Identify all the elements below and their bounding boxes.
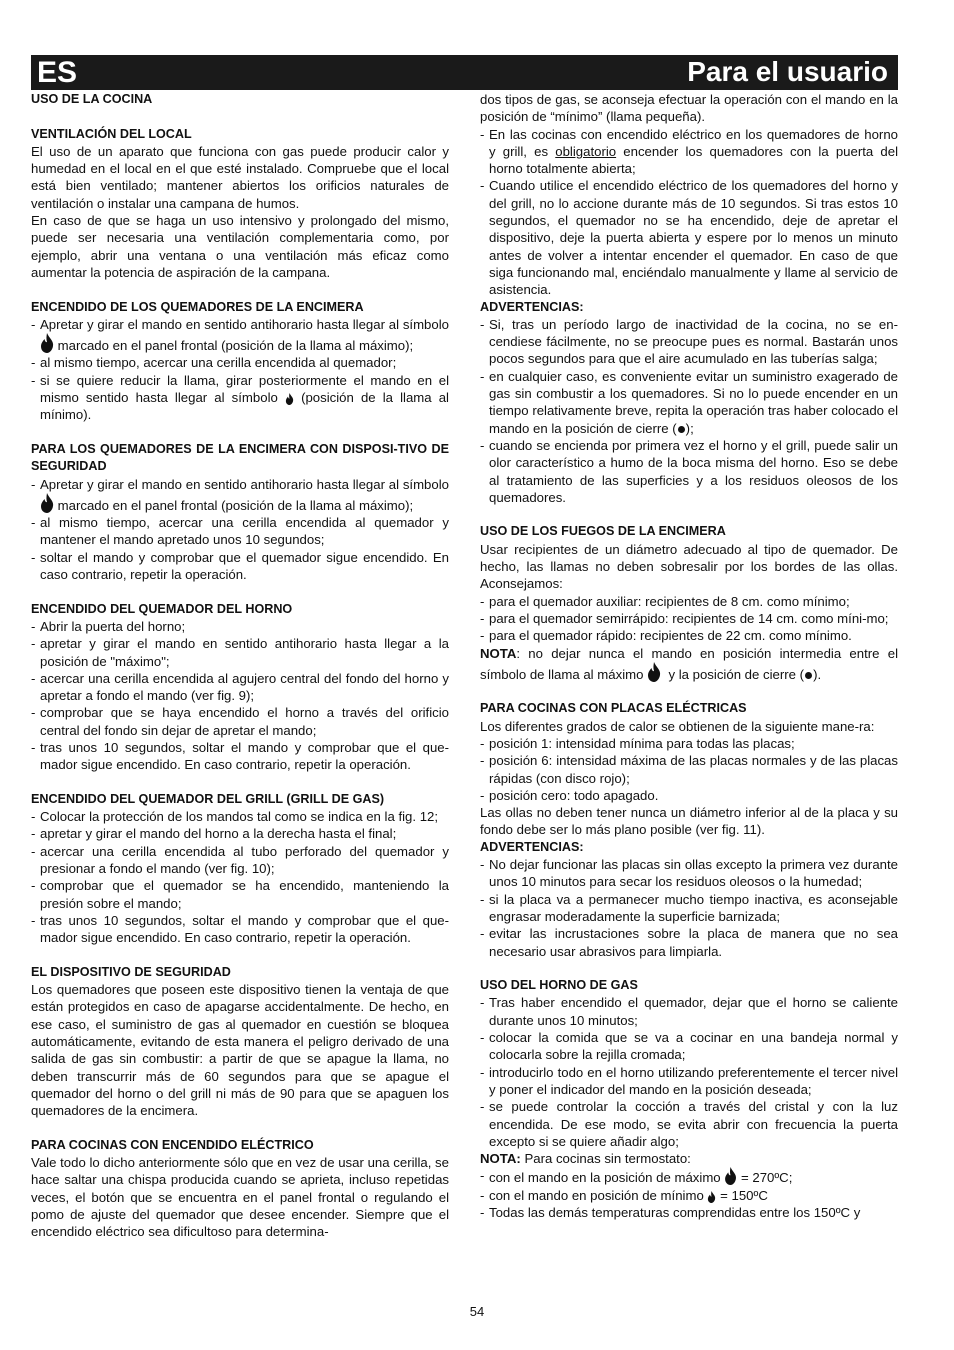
list-item: - comprobar que el quemador se ha encendido, manteniendo la presión sobre el mando; xyxy=(31,877,449,912)
nota-paragraph: NOTA: no dejar nunca el mando en posición intermedia entre el símbolo de llama al máximo y la posición de cierre ( ). xyxy=(480,645,898,682)
flame-min-icon xyxy=(285,393,294,405)
list-item: - evitar las incrustaciones sobre la placa de manera que no sea necesario usar abrasivos para limpiarla. xyxy=(480,925,898,960)
list-item: - al mismo tiempo, acercar una cerilla encendida al quemador y mantener el mando apretado unos 10 segundos; xyxy=(31,514,449,549)
paragraph: Vale todo lo dicho anteriormente sólo que en vez de usar una cerilla, se hace saltar una chispa producida cuando se aprieta, incluso repetidas veces, el botón que se encuentra en el panel frontal o regulando el pomo de ajuste del quemador que desee encender. Siempre que el encendido eléctrico sea dificultoso para determina- xyxy=(31,1155,449,1240)
page-number: 54 xyxy=(469,1304,485,1319)
list-item: - colocar la comida que se va a cocinar en una bandeja normal y colocarla sobre la rejilla cromada; xyxy=(480,1029,898,1064)
list-item: - apretar y girar el mando del horno a la derecha hasta el final; xyxy=(31,825,449,842)
list-item: - En las cocinas con encendido eléctrico en los quemadores de horno y grill, es obligatorio encender los quemadores con la puerta del horno totalmente abierta; xyxy=(480,126,898,178)
list-item: - cuando se encienda por primera vez el horno y el grill, puede salir un olor característico a humo de la boca misma del horno. Eso se debe al tratamiento de las superficies y a los residuos oleosos de los quemadores. xyxy=(480,437,898,506)
list-item: - Cuando utilice el encendido eléctrico de los quemadores del horno y del grill, no lo accione durante más de 10 segundos. Si tras estos 10 segundos, el quemador no se ha encendido, deje de apretar el dispositivo, deje la puerta abierta y espere por lo menos un minuto antes de volver a intentar encender el quemador. En caso de que siga funcionando mal, enciéndalo manualmente y llame al servicio de asistencia. xyxy=(480,177,898,298)
list-item: - si se quiere reducir la llama, girar posteriormente el mando en el mismo sentido hasta llegar al símbolo (posición de la llama al mínimo). xyxy=(31,372,449,424)
paragraph: El uso de un aparato que funciona con gas puede producir calor y humedad en el local en el que esté instalado. Compruebe que el local está bien ventilado; mantener abiertos los orificios naturales de ventilación o instalar una campana de humos. xyxy=(31,143,449,211)
heading-advertencias: ADVERTENCIAS: xyxy=(480,839,584,854)
list-item: - para el quemador rápido: recipientes de 22 cm. como mínimo. xyxy=(480,627,898,644)
list-item: - soltar el mando y comprobar que el quemador sigue encendido. En caso contrario, repetir la operación. xyxy=(31,549,449,584)
list-item: - posición cero: todo apagado. xyxy=(480,787,898,804)
list-item: - apretar y girar el mando en sentido antihorario hasta llegar a la posición de "máximo"; xyxy=(31,635,449,670)
list xyxy=(480,126,898,299)
closed-position-dot-icon xyxy=(805,672,812,679)
flame-max-icon xyxy=(40,333,54,353)
language-tag: ES xyxy=(37,56,78,89)
heading-placas: PARA COCINAS CON PLACAS ELÉCTRICAS xyxy=(480,701,747,716)
paragraph: Usar recipientes de un diámetro adecuado al tipo de quemador. De hecho, las llamas no deben sobresalir por los bordes de las ollas. Aconsejamos: xyxy=(480,541,898,592)
list-item: - Apretar y girar el mando en sentido antihorario hasta llegar al símbolo marcado en el panel frontal (posición de la llama al máximo); xyxy=(31,316,449,355)
right-column xyxy=(480,91,898,1221)
heading-uso-cocina: USO DE LA COCINA xyxy=(31,92,153,106)
heading-grill: ENCENDIDO DEL QUEMADOR DEL GRILL (GRILL DE GAS) xyxy=(31,791,385,806)
list-item: - Tras haber encendido el quemador, dejar que el horno se caliente durante unos 10 minutos; xyxy=(480,994,898,1029)
page-title: Para el usuario xyxy=(687,56,888,87)
list-item: - acercar una cerilla encendida al tubo perforado del quemador y presionar a fondo el mando (ver fig. 10); xyxy=(31,843,449,878)
heading-horno: ENCENDIDO DEL QUEMADOR DEL HORNO xyxy=(31,601,293,616)
list-item: - se puede controlar la cocción a través del cristal y con la luz encendida. De ese modo, se evita abrir con frecuencia la puerta excepto si se quiere añadir algo; xyxy=(480,1098,898,1150)
heading-encendido-electrico: PARA COCINAS CON ENCENDIDO ELÉCTRICO xyxy=(31,1137,314,1152)
heading-horno-gas: USO DEL HORNO DE GAS xyxy=(480,978,638,993)
list xyxy=(480,856,898,960)
paragraph: Los diferentes grados de calor se obtienen de la siguiente mane-ra: xyxy=(480,718,875,734)
list-item: - Apretar y girar el mando en sentido antihorario hasta llegar al símbolo marcado en el panel frontal (posición de la llama al máximo); xyxy=(31,476,449,515)
list-item: - al mismo tiempo, acercar una cerilla encendida al quemador; xyxy=(31,354,449,371)
left-column xyxy=(31,91,449,1241)
list-item: - Si, tras un período largo de inactividad de la cocina, no se en-cendiese fácilmente, no se preocupe pues es normal. Bastarán unos pocos segundos para que el aire acumulado en las tuberías salga; xyxy=(480,316,898,368)
list xyxy=(31,476,449,584)
list-item: - posición 6: intensidad máxima de las placas normales y de las placas rápidas (con disco rojo); xyxy=(480,752,898,787)
list xyxy=(480,593,898,645)
flame-max-icon xyxy=(40,493,54,513)
list-item: - con el mando en la posición de máximo = 270ºC; xyxy=(480,1167,898,1186)
flame-min-icon xyxy=(707,1191,716,1203)
paragraph: En caso de que se haga un uso intensivo y prolongado del mismo, puede ser necesaria una ventilación complementaria como, por ejemplo, abrir una ventana o una ventilación más eficaz como aumentar la potencia de aspiración de la campana. xyxy=(31,213,449,280)
list-item: - Todas las demás temperaturas comprendidas entre los 150ºC y xyxy=(480,1204,898,1221)
nota-paragraph: NOTA: Para cocinas sin termostato: xyxy=(480,1151,691,1167)
list-item: - para el quemador semirrápido: recipientes de 14 cm. como míni-mo; xyxy=(480,610,898,627)
list-item: - introducirlo todo en el horno utilizando preferentemente el tercer nivel y poner el indicador del mando en la posición deseada; xyxy=(480,1064,898,1099)
paragraph: Los quemadores que poseen este dispositivo tienen la ventaja de que están protegidos en caso de apagarse accidentalmente. De hecho, en ese caso, el suministro de gas al quemador en cuestión se bloquea automáticamente, evitando de esta manera el peligro derivado de una salida de gas sin combustir: a partir de que se apague la llama, no deben transcurrir más de 60 segundos para que se apague el quemador del horno o del grill ni más de 90 para que se apaguen los quemadores de la encimera. xyxy=(31,982,449,1119)
list xyxy=(480,735,898,804)
list-item: - posición 1: intensidad mínima para todas las placas; xyxy=(480,735,898,752)
heading-ventilacion: VENTILACIÓN DEL LOCAL xyxy=(31,126,192,141)
closed-position-dot-icon xyxy=(678,426,685,433)
list xyxy=(31,808,449,946)
heading-advertencias: ADVERTENCIAS: xyxy=(480,299,584,314)
list-item: - Colocar la protección de los mandos tal como se indica en la fig. 12; xyxy=(31,808,449,825)
paragraph: Las ollas no deben tener nunca un diámetro inferior al de la placa y su fondo debe ser lo más plano posible (ver fig. 11). xyxy=(480,805,898,838)
flame-max-icon xyxy=(647,662,661,682)
list-item: - tras unos 10 segundos, soltar el mando y comprobar que el que-mador sigue encendido. En caso contrario, repetir la operación. xyxy=(31,739,449,774)
paragraph: dos tipos de gas, se aconseja efectuar la operación con el mando en la posición de “mínimo” (llama pequeña). xyxy=(480,92,898,125)
list-item: - comprobar que se haya encendido el horno a través del orificio central del fondo sin dejar de apretar el mando; xyxy=(31,704,449,739)
list xyxy=(31,618,449,774)
flame-max-icon xyxy=(724,1167,737,1185)
list-item: - acercar una cerilla encendida al agujero central del fondo del horno y apretar a fondo el mando (ver fig. 9); xyxy=(31,670,449,705)
list xyxy=(480,316,898,506)
heading-encendido-encimera: ENCENDIDO DE LOS QUEMADORES DE LA ENCIMERA xyxy=(31,299,364,314)
list-item: - si la placa va a permanecer mucho tiempo inactiva, es aconsejable engrasar moderadamente la superficie barnizada; xyxy=(480,891,898,926)
heading-dispositivo: PARA LOS QUEMADORES DE LA ENCIMERA CON DISPOSI-TIVO DE SEGURIDAD xyxy=(31,441,449,474)
page-header xyxy=(31,55,898,90)
list xyxy=(480,994,898,1150)
list-item: - Abrir la puerta del horno; xyxy=(31,618,449,635)
list-item: - para el quemador auxiliar: recipientes de 8 cm. como mínimo; xyxy=(480,593,898,610)
list-item: - con el mando en posición de mínimo = 150ºC xyxy=(480,1187,898,1204)
list-item: - tras unos 10 segundos, soltar el mando y comprobar que el que-mador sigue encendido. En caso contrario, repetir la operación. xyxy=(31,912,449,947)
list-item: - en cualquier caso, es conveniente evitar un suministro exagerado de gas sin combustir a los quemadores. Si no lo puede encender en un tiempo relativamente breve, repita la operación tras haber colocado el mando en la posición de cierre ( ); xyxy=(480,368,898,437)
list-item: - No dejar funcionar las placas sin ollas excepto la primera vez durante unos 10 minutos para secar los residuos oleosos o la humedad; xyxy=(480,856,898,891)
list xyxy=(31,316,449,424)
heading-seguridad: EL DISPOSITIVO DE SEGURIDAD xyxy=(31,964,231,979)
list xyxy=(480,1167,898,1221)
heading-fuegos: USO DE LOS FUEGOS DE LA ENCIMERA xyxy=(480,524,726,539)
